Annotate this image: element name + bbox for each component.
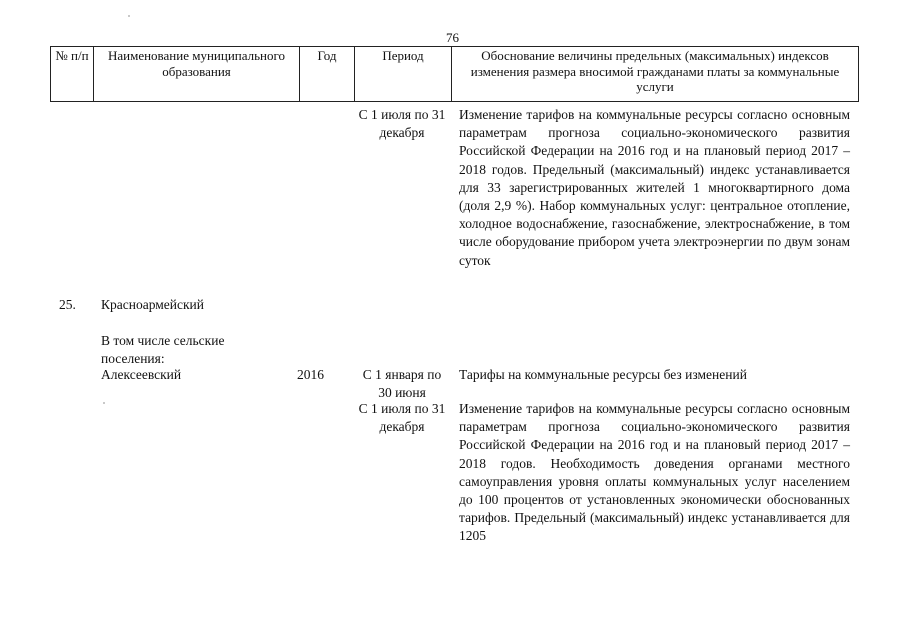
row-25-municipality: Красноармейский <box>101 297 205 312</box>
table-header <box>50 46 859 102</box>
alekseevsky-period-2: С 1 июля по 31 декабря <box>358 401 446 435</box>
scan-speck <box>128 15 130 17</box>
header-row <box>51 47 859 102</box>
scan-speck <box>103 402 105 404</box>
row-25-number: 25. <box>59 297 76 312</box>
continuation-period: С 1 июля по 31 декабря <box>358 107 446 141</box>
alekseevsky-period-1: С 1 января по 30 июня <box>362 367 442 401</box>
header-municipality: Наименование муниципального образования <box>94 47 300 102</box>
header-period: Период <box>355 47 452 102</box>
rural-settlements-subheading: В том числе сельские поселения: <box>101 333 225 367</box>
page-number: 76 <box>446 30 459 45</box>
alekseevsky-year: 2016 <box>297 367 324 382</box>
continuation-justification: Изменение тарифов на коммунальные ресурсы согласно основным параметрам прогноза социально-экономического развития Российской Федерации на 2016 год и на плановый период 2017 – 2018 годов. Предельный (максимальный) индекс устанавливается для 33 зарегистрированных жителей 1 многоквартирного дома (доля 2,9 %). Набор коммунальных услуг: центральное отопление, холодное водоснабжение, газоснабжение, электроснабжение, в том числе оборудование прибором учета электроэнергии по двум зонам суток <box>459 107 850 268</box>
alekseevsky-justification-1: Тарифы на коммунальные ресурсы без изменений <box>459 367 747 382</box>
alekseevsky-name: Алексеевский <box>101 367 182 382</box>
alekseevsky-justification-2: Изменение тарифов на коммунальные ресурсы согласно основным параметрам прогноза социально-экономического развития Российской Федерации на 2016 год и на плановый период 2017 – 2018 годов. Необходимость доведения органами местного самоуправления уровня оплаты коммунальных услуг населением до 100 процентов от установленных экономически обоснованных тарифов. Предельный (максимальный) индекс устанавливается для 1205 <box>459 401 850 544</box>
header-year: Год <box>300 47 355 102</box>
header-num: № п/п <box>51 47 94 102</box>
header-justification: Обоснование величины предельных (максимальных) индексов изменения размера вносимой гражданами платы за коммунальные услуги <box>452 47 859 102</box>
